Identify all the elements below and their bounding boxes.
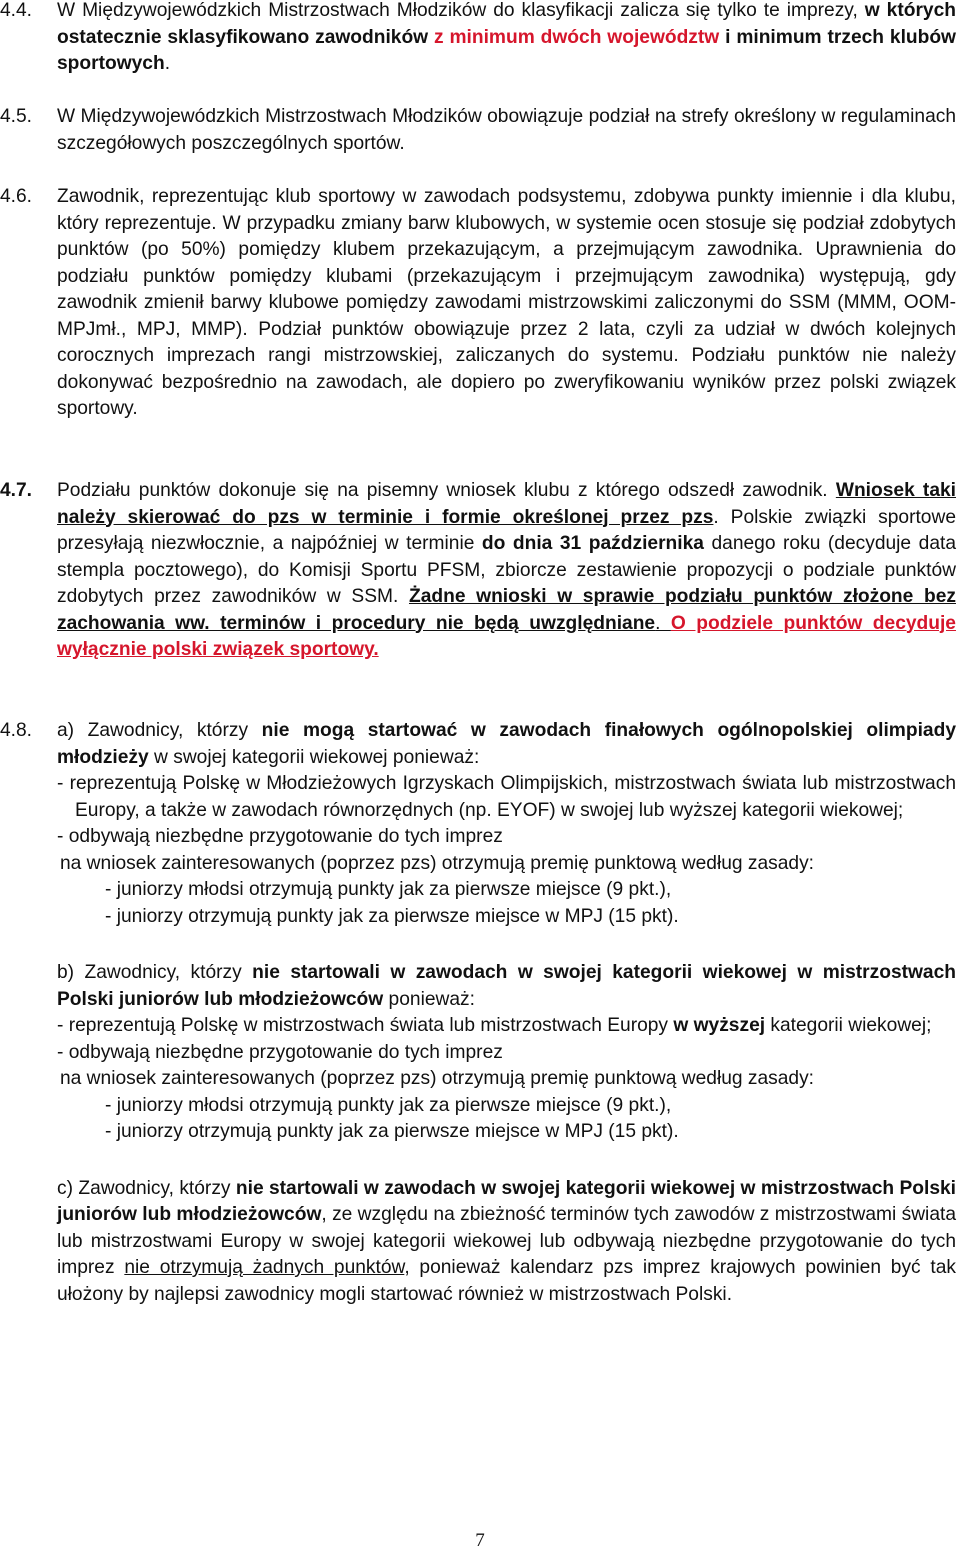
section-number: 4.4. (0, 0, 33, 21)
list-item (57, 1013, 956, 1040)
bold-text: w wyższej (673, 1015, 766, 1036)
subsection-c (57, 1176, 956, 1309)
section-4-8 (0, 718, 960, 1308)
page-number: 7 (475, 1530, 485, 1551)
text-run: a) Zawodnicy, którzy (57, 720, 262, 741)
list-item: - odbywają niezbędne przygotowanie do tych imprez (57, 1041, 503, 1063)
text-run: - reprezentują Polskę w mistrzostwach świata lub mistrzostwach Europy (57, 1015, 674, 1036)
text-run: c) Zawodnicy, którzy (57, 1177, 236, 1199)
text-run: W Międzywojewódzkich Mistrzostwach Młodzików do klasyfikacji zalicza się tylko te imprezy, (57, 0, 865, 21)
section-body: Zawodnik, reprezentując klub sportowy w zawodach podsystemu, zdobywa punkty imiennie i dla klubu, który reprezentuje. W przypadku zmiany barw klubowych, w systemie ocen stosuje się podział zdobytych punktów (po 50%) pomiędzy klubem przekazującym, a przejmującym zawodnika. Uprawnienia do podziału punktów pomiędzy klubami (przekazującym i przejmującym zawodnika) występują, gdy zawodnik zmienił barwy klubowe pomiędzy zawodami mistrzowskimi zaliczonymi do SSM (MMM, OOM-MPJmł., MPJ, MMP). Podział punktów obowiązuje przez 2 lata, czyli za udział w dwóch kolejnych corocznych imprezach rangi mistrzowskiej, zaliczanych do systemu. Podziału punktów nie należy dokonywać bezpośrednio na zawodach, ale dopiero po zweryfikowaniu wyników przez polski związek sportowy. (57, 186, 956, 419)
list-item: - juniorzy otrzymują punkty jak za pierwsze miejsce w MPJ (15 pkt). (105, 905, 679, 927)
bold-underlined-text: Wniosek taki należy skierować do pzs w terminie i formie określonej przez pzs (57, 480, 956, 528)
text-run: kategorii wiekowej; (765, 1015, 932, 1036)
section-body (57, 718, 956, 1308)
highlight-red-text: O podziele punktów decyduje wyłącznie polski związek sportowy. (57, 612, 956, 660)
bold-text: w których ostatecznie sklasyfikowano zawodników (57, 0, 956, 48)
list-item: - juniorzy młodsi otrzymują punkty jak za pierwsze miejsce (9 pkt.), (105, 1094, 672, 1116)
text-run: Podziału punktów dokonuje się na pisemny wniosek klubu z którego odszedł zawodnik. (57, 480, 836, 501)
paragraph (57, 960, 956, 1013)
bold-underlined-text: Żadne wnioski w sprawie podziału punktów złożone bez zachowania ww. terminów i procedury nie będą uwzględniane (57, 586, 956, 634)
text-run: . (655, 612, 671, 634)
paragraph: na wniosek zainteresowanych (poprzez pzs) otrzymują premię punktową według zasady: (60, 1068, 815, 1089)
bold-text: i minimum trzech klubów sportowych (57, 26, 956, 74)
text-run: w swojej kategorii wiekowej ponieważ: (148, 746, 480, 768)
text-run: , ze względu na zbieżność terminów tych zawodów z mistrzostwami świata lub mistrzostwami Europy w swojej kategorii wiekowej lub odbywają niezbędne przygotowanie do tych imprez (57, 1204, 956, 1278)
section-body (57, 0, 956, 78)
list-item: - juniorzy młodsi otrzymują punkty jak za pierwsze miejsce (9 pkt.), (105, 879, 672, 900)
section-number: 4.8. (0, 720, 33, 741)
section-4-6 (0, 184, 960, 423)
section-number: 4.7. (0, 480, 33, 501)
text-run: . (164, 53, 171, 74)
paragraph: na wniosek zainteresowanych (poprzez pzs) otrzymują premię punktową według zasady: (60, 852, 815, 874)
bold-text: nie mogą startować w zawodach finałowych ogólnopolskiej olimpiady młodzieży (57, 720, 956, 768)
text-run: ponieważ: (383, 988, 475, 1010)
paragraph (57, 1176, 956, 1309)
bold-text: do dnia 31 października (481, 533, 704, 554)
paragraph (57, 718, 956, 771)
list-item: - juniorzy otrzymują punkty jak za pierwsze miejsce w MPJ (15 pkt). (105, 1121, 679, 1142)
text-run: danego roku (decyduje data stempla pocztowego), do Komisji Sportu PFSM, zbiorcze zestawienie propozycji o podziale punktów zdobytych przez zawodników w SSM. (57, 533, 956, 607)
list-item: - odbywają niezbędne przygotowanie do tych imprez (57, 826, 503, 847)
text-run: . Polskie związki sportowe przesyłają niezwłocznie, a najpóźniej w terminie (57, 506, 956, 554)
subsection-b (57, 960, 956, 1146)
underlined-text: nie otrzymują żadnych punktów (124, 1257, 405, 1278)
section-number: 4.6. (0, 186, 33, 207)
subsection-a (57, 718, 956, 930)
text-run: b) Zawodnicy, którzy (57, 962, 253, 983)
bold-text: nie startowali w zawodach w swojej kategorii wiekowej w mistrzostwach Polski juniorów lub młodzieżowców (57, 962, 956, 1010)
section-body (57, 478, 956, 664)
section-4-5 (0, 104, 960, 157)
section-number: 4.5. (0, 106, 33, 127)
section-body: W Międzywojewódzkich Mistrzostwach Młodzików obowiązuje podział na strefy określony w regulaminach szczegółowych poszczególnych sportów. (57, 106, 956, 154)
bold-text: nie startowali w zawodach w swojej kategorii wiekowej w mistrzostwach Polski juniorów lub młodzieżowców (57, 1177, 956, 1225)
section-4-7 (0, 478, 960, 664)
highlight-red-text: z minimum dwóch województw (434, 26, 720, 48)
list-item: - reprezentują Polskę w Młodzieżowych Igrzyskach Olimpijskich, mistrzostwach świata lub mistrzostwach Europy, a także w zawodach równorzędnych (np. EYOF) w swojej lub wyższej kategorii wiekowej; (57, 773, 956, 821)
section-4-4 (0, 0, 960, 78)
text-run: , ponieważ kalendarz pzs imprez krajowych powinien być tak ułożony by najlepsi zawodnicy mogli startować również w mistrzostwach Polski. (57, 1257, 957, 1305)
